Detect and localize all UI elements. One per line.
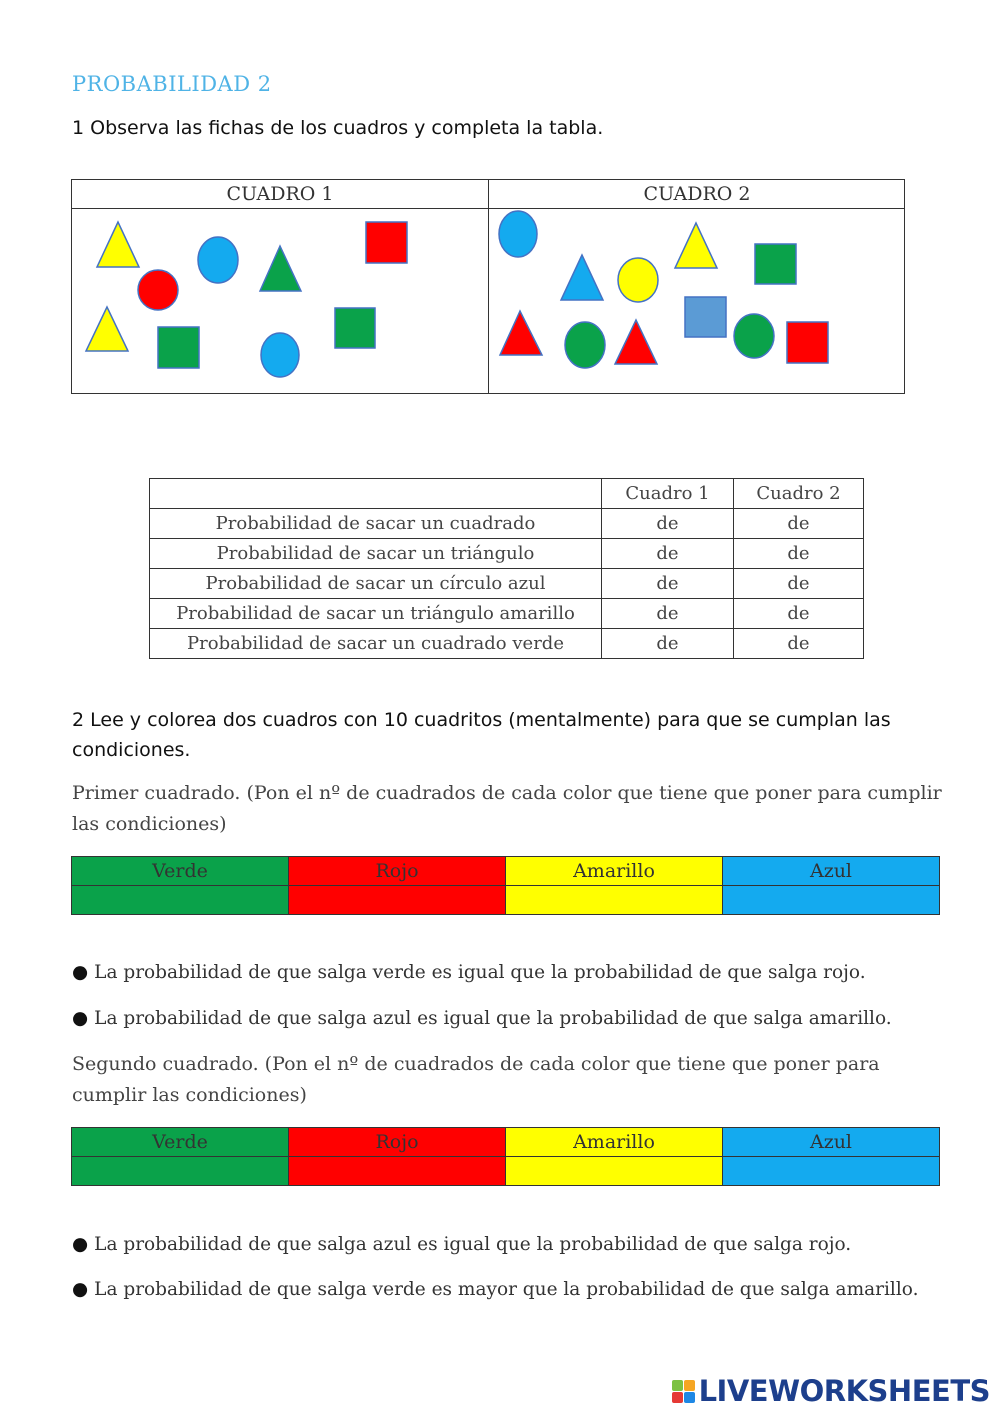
answer-cell-cuadro-2[interactable]: de bbox=[734, 599, 864, 629]
answer-cell-cuadro-1[interactable]: de bbox=[602, 539, 734, 569]
azul-count-input[interactable] bbox=[723, 886, 940, 915]
col-header-cuadro-1: Cuadro 1 bbox=[602, 479, 734, 509]
red-circle bbox=[138, 270, 178, 310]
green-square bbox=[335, 308, 375, 348]
verde-count-input[interactable] bbox=[72, 886, 289, 915]
color-label-rojo: Rojo bbox=[289, 1128, 506, 1157]
azul-count-input[interactable] bbox=[723, 1157, 940, 1186]
bullet-icon: ● bbox=[72, 1008, 89, 1029]
blue-circle bbox=[198, 237, 238, 283]
bullet-icon: ● bbox=[72, 1234, 89, 1255]
yellow-triangle bbox=[97, 222, 139, 267]
row-label: Probabilidad de sacar un cuadrado verde bbox=[150, 629, 602, 659]
answer-cell-cuadro-1[interactable]: de bbox=[602, 509, 734, 539]
verde-count-input[interactable] bbox=[72, 1157, 289, 1186]
table-row bbox=[150, 629, 864, 659]
table-row bbox=[150, 539, 864, 569]
first-color-table bbox=[71, 856, 940, 915]
red-square bbox=[366, 222, 407, 263]
question-1-heading: 1 Observa las fichas de los cuadros y completa la tabla. bbox=[72, 117, 604, 139]
rojo-count-input[interactable] bbox=[289, 1157, 506, 1186]
table-row bbox=[150, 569, 864, 599]
condition-item: ● La probabilidad de que salga azul es igual que la probabilidad de que salga amarillo. bbox=[72, 1008, 892, 1029]
green-circle bbox=[565, 322, 605, 368]
yellow-triangle bbox=[675, 223, 717, 268]
second-square-instructions: Segundo cuadrado. (Pon el nº de cuadrados de cada color que tiene que poner para cumplir las condiciones) bbox=[72, 1053, 880, 1106]
table-row bbox=[150, 599, 864, 629]
green-circle bbox=[734, 314, 774, 358]
color-input-row bbox=[72, 886, 940, 915]
amarillo-count-input[interactable] bbox=[506, 886, 723, 915]
bullet-icon: ● bbox=[72, 1279, 89, 1300]
amarillo-count-input[interactable] bbox=[506, 1157, 723, 1186]
second-color-table bbox=[71, 1127, 940, 1186]
liveworksheets-logo-icon bbox=[672, 1380, 695, 1403]
bullet-icon: ● bbox=[72, 962, 89, 983]
first-square-instructions: Primer cuadrado. (Pon el nº de cuadrados de cada color que tiene que poner para cumplir las condiciones) bbox=[72, 782, 942, 835]
question-2-heading: 2 Lee y colorea dos cuadros con 10 cuadritos (mentalmente) para que se cumplan las condiciones. bbox=[72, 709, 891, 761]
rojo-count-input[interactable] bbox=[289, 886, 506, 915]
col-header-cuadro-2: Cuadro 2 bbox=[734, 479, 864, 509]
answer-cell-cuadro-2[interactable]: de bbox=[734, 509, 864, 539]
brand-name: LIVEWORKSHEETS bbox=[698, 1374, 990, 1408]
shapes-drawing bbox=[72, 180, 906, 395]
probability-table bbox=[149, 478, 864, 659]
blue-triangle bbox=[561, 255, 603, 300]
color-header-row bbox=[72, 857, 940, 886]
red-triangle bbox=[615, 320, 657, 364]
color-header-row bbox=[72, 1128, 940, 1157]
color-label-rojo: Rojo bbox=[289, 857, 506, 886]
blue-circle bbox=[499, 211, 537, 257]
table-row bbox=[150, 509, 864, 539]
color-label-azul: Azul bbox=[723, 1128, 940, 1157]
box2-header: CUADRO 2 bbox=[643, 183, 751, 205]
condition-item: ● La probabilidad de que salga verde es igual que la probabilidad de que salga rojo. bbox=[72, 962, 866, 983]
row-label: Probabilidad de sacar un triángulo amarillo bbox=[150, 599, 602, 629]
yellow-circle bbox=[618, 258, 658, 302]
color-input-row bbox=[72, 1157, 940, 1186]
color-label-verde: Verde bbox=[72, 857, 289, 886]
color-label-amarillo: Amarillo bbox=[506, 1128, 723, 1157]
answer-cell-cuadro-1[interactable]: de bbox=[602, 599, 734, 629]
red-triangle bbox=[500, 311, 542, 355]
answer-cell-cuadro-2[interactable]: de bbox=[734, 569, 864, 599]
green-square bbox=[755, 244, 796, 284]
row-label: Probabilidad de sacar un triángulo bbox=[150, 539, 602, 569]
color-label-azul: Azul bbox=[723, 857, 940, 886]
row-label: Probabilidad de sacar un cuadrado bbox=[150, 509, 602, 539]
page-title: PROBABILIDAD 2 bbox=[72, 72, 272, 96]
answer-cell-cuadro-2[interactable]: de bbox=[734, 629, 864, 659]
color-label-amarillo: Amarillo bbox=[506, 857, 723, 886]
blue-square bbox=[685, 297, 726, 337]
answer-cell-cuadro-1[interactable]: de bbox=[602, 569, 734, 599]
blue-circle bbox=[261, 333, 299, 377]
red-square bbox=[787, 322, 828, 363]
color-label-verde: Verde bbox=[72, 1128, 289, 1157]
shapes-table bbox=[71, 179, 905, 394]
liveworksheets-logo[interactable] bbox=[672, 1374, 990, 1408]
green-square bbox=[158, 327, 199, 368]
row-label: Probabilidad de sacar un círculo azul bbox=[150, 569, 602, 599]
green-triangle bbox=[260, 246, 301, 291]
condition-item: ● La probabilidad de que salga verde es mayor que la probabilidad de que salga amarillo. bbox=[72, 1279, 919, 1300]
condition-item: ● La probabilidad de que salga azul es igual que la probabilidad de que salga rojo. bbox=[72, 1234, 852, 1255]
table-header-row bbox=[150, 479, 864, 509]
answer-cell-cuadro-2[interactable]: de bbox=[734, 539, 864, 569]
answer-cell-cuadro-1[interactable]: de bbox=[602, 629, 734, 659]
box1-header: CUADRO 1 bbox=[226, 183, 334, 205]
yellow-triangle bbox=[86, 307, 128, 351]
